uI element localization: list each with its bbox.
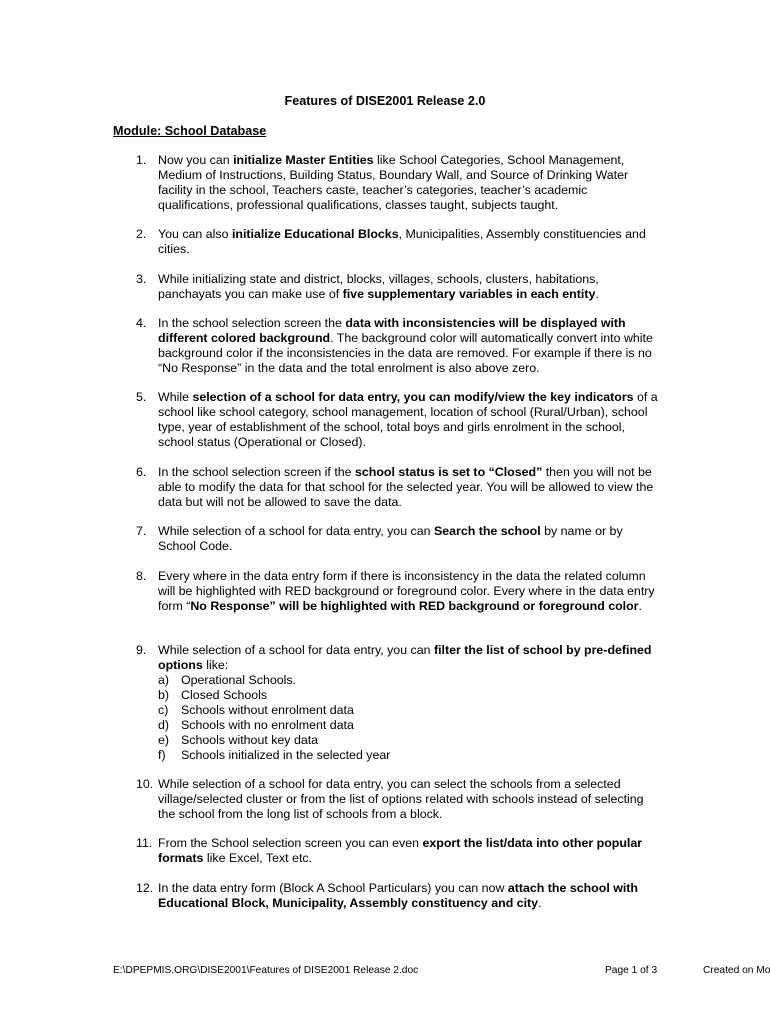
item-text-bold: initialize Master Entities <box>233 153 374 167</box>
item-text-span: While initializing state and district, blocks, villages, schools, clusters, habitations, panchayats you can make use of <box>158 272 599 301</box>
item-text <box>158 777 662 822</box>
item-text-span: of a school like school category, school management, location of school (Rural/Urban), school type, year of establishment of the school, total boys and girls enrolment in the school, school status (Operational or Closed). <box>158 390 658 449</box>
list-item <box>136 777 662 822</box>
list-item <box>136 153 662 213</box>
item-text-bold: attach the school with Educational Block, Municipality, Assembly constituency and city <box>158 881 638 910</box>
footer-created-on: Created on Mo <box>703 965 770 976</box>
list-item <box>136 881 662 911</box>
sub-item-letter: f) <box>158 748 166 762</box>
item-number: 3. <box>136 272 147 286</box>
item-number: 1. <box>136 153 147 167</box>
list-item <box>136 390 662 450</box>
item-number: 4. <box>136 316 147 330</box>
footer-page-number: Page 1 of 3 <box>605 965 658 976</box>
item-number: 2. <box>136 227 147 241</box>
page-title: Features of DISE2001 Release 2.0 <box>284 94 486 108</box>
sub-item-text: Schools with no enrolment data <box>181 718 354 732</box>
sub-list-item <box>158 673 662 688</box>
item-text-span: like Excel, Text etc. <box>203 851 313 865</box>
item-text <box>158 227 662 257</box>
item-text-span: From the School selection screen you can even <box>158 836 423 850</box>
item-text-span: Every where in the data entry form if there is inconsistency in the data the related column will be highlighted with RED background or foreground color. Every where in the data entry form “ <box>158 569 655 613</box>
item-text-span: In the data entry form (Block A School Particulars) you can now <box>158 881 508 895</box>
item-text-span: You can also <box>158 227 232 241</box>
item-text <box>158 569 662 614</box>
item-number: 10. <box>136 777 154 791</box>
sub-list-item <box>158 733 662 748</box>
item-text-bold: school status is set to “Closed” <box>355 465 543 479</box>
sub-item-letter: c) <box>158 703 169 717</box>
item-text-span: , Municipalities, Assembly constituencies and cities. <box>158 227 646 256</box>
sub-item-letter: b) <box>158 688 170 702</box>
item-text-span: like School Categories, School Management, Medium of Instructions, Building Status, Boundary Wall, and Source of Drinking Water facility in the school, Teachers caste, teacher’s categories, teacher’s academic qualifications, professional qualifications, classes taught, subjects taught. <box>158 153 629 212</box>
item-text-span: . <box>638 599 642 613</box>
item-text <box>158 881 662 911</box>
item-text-span: Now you can <box>158 153 234 167</box>
item-text-span: . <box>538 896 542 910</box>
sub-item-letter: d) <box>158 718 170 732</box>
item-number: 9. <box>136 643 147 657</box>
item-number: 6. <box>136 465 147 479</box>
list-item <box>136 524 662 554</box>
sub-item-text: Schools without key data <box>181 733 319 747</box>
item-text-span: by name or by School Code. <box>158 524 623 553</box>
sub-list-item <box>158 688 662 703</box>
item-text-span: then you will not be able to modify the data for that school for the selected year. You will be allowed to view the data but will not be allowed to save the data. <box>158 465 654 509</box>
item-text-bold: initialize Educational Blocks <box>231 227 399 241</box>
sub-list-item <box>158 718 662 733</box>
module-heading: Module: School Database <box>113 124 267 138</box>
item-text-span: . The background color will automatically convert into white background color if the inconsistencies in the data are removed. For example if there is no “No Response” in the data and the total enrolment is also above zero. <box>158 331 653 375</box>
item-number: 7. <box>136 524 147 538</box>
item-text-bold: five supplementary variables in each entity <box>342 287 596 301</box>
sub-item-text: Operational Schools. <box>181 673 297 687</box>
item-text-span: In the school selection screen if the <box>158 465 355 479</box>
item-text <box>158 272 662 302</box>
item-text-bold: data with inconsistencies will be displayed with different colored background <box>158 316 626 345</box>
item-text-bold: Search the school <box>433 524 541 538</box>
list-item <box>136 316 662 376</box>
item-text <box>158 316 662 376</box>
item-text-bold: filter the list of school by pre-defined options <box>158 643 652 672</box>
item-number: 5. <box>136 390 147 404</box>
item-text <box>158 524 662 554</box>
list-item <box>136 836 662 866</box>
item-number: 12. <box>136 881 154 895</box>
item-text-span: While selection of a school for data entry, you can <box>158 524 434 538</box>
sub-item-letter: e) <box>158 733 170 747</box>
footer-file-path: E:\DPEPMIS.ORG\DISE2001\Features of DISE2001 Release 2.doc <box>113 965 419 976</box>
item-text-span: like: <box>202 658 229 672</box>
list-item <box>136 569 662 614</box>
item-text-bold: No Response” will be highlighted with RED background or foreground color <box>190 599 639 613</box>
item-number: 8. <box>136 569 147 583</box>
item-text-bold: selection of a school for data entry, you can modify/view the key indicators <box>192 390 634 404</box>
item-text-span: In the school selection screen the <box>158 316 346 330</box>
sub-item-text: Closed Schools <box>181 688 268 702</box>
item-text <box>158 153 662 213</box>
item-text-span: . <box>595 287 599 301</box>
sub-list-item <box>158 703 662 718</box>
item-text-span: While selection of a school for data entry, you can select the schools from a selected village/selected cluster or from the list of options related with schools instead of selecting the school from the long list of schools from a block. <box>158 777 644 821</box>
item-text <box>158 465 662 510</box>
item-text-span: While <box>158 390 193 404</box>
sub-item-text: Schools initialized in the selected year <box>181 748 391 762</box>
item-text <box>158 643 662 673</box>
item-text-bold: export the list/data into other popular formats <box>158 836 643 865</box>
list-item <box>136 272 662 302</box>
item-text <box>158 836 662 866</box>
list-item <box>136 643 662 763</box>
item-number: 11. <box>136 836 153 850</box>
list-item <box>136 227 662 257</box>
item-text-span: While selection of a school for data entry, you can <box>158 643 434 657</box>
item-text <box>158 390 662 450</box>
sub-item-letter: a) <box>158 673 170 687</box>
list-item <box>136 465 662 510</box>
sub-list <box>158 673 662 763</box>
sub-item-text: Schools without enrolment data <box>181 703 354 717</box>
sub-list-item <box>158 748 662 763</box>
